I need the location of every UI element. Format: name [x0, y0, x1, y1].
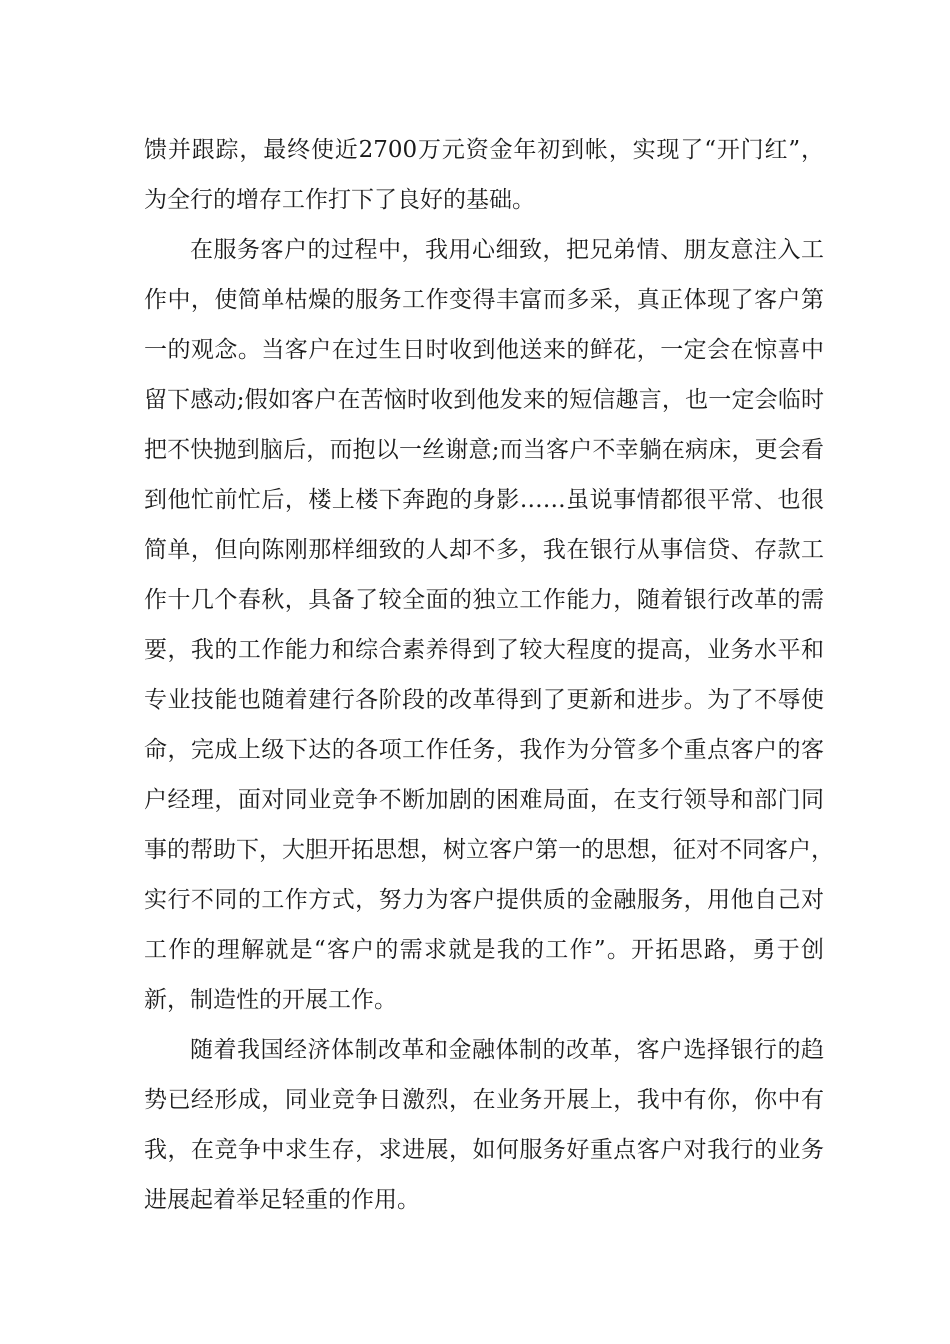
- document-body: [144, 125, 834, 1225]
- paragraph-2-line-5: 把不快抛到脑后，而抱以一丝谢意;而当客户不幸躺在病床，更会看: [144, 437, 824, 463]
- paragraph-3-line-2: 势已经形成，同业竞争日激烈，在业务开展上，我中有你，你中有: [144, 1087, 824, 1113]
- paragraph-2-line-14: 实行不同的工作方式，努力为客户提供质的金融服务，用他自己对: [144, 887, 824, 913]
- paragraph-3-line-1: 随着我国经济体制改革和金融体制的改革，客户选择银行的趋: [190, 1037, 824, 1063]
- paragraph-3-line-3: 我，在竞争中求生存，求进展，如何服务好重点客户对我行的业务: [144, 1137, 824, 1163]
- paragraph-2-line-4: 留下感动;假如客户在苦恼时收到他发来的短信趣言，也一定会临时: [144, 387, 824, 413]
- paragraph-2-line-10: 专业技能也随着建行各阶段的改革得到了更新和进步。为了不辱使: [144, 687, 824, 713]
- paragraph-2-line-9: 要，我的工作能力和综合素养得到了较大程度的提高，业务水平和: [144, 637, 824, 663]
- paragraph-2-line-11: 命，完成上级下达的各项工作任务，我作为分管多个重点客户的客: [144, 737, 824, 763]
- paragraph-2-line-13: 事的帮助下，大胆开拓思想，树立客户第一的思想，征对不同客户，: [144, 837, 834, 863]
- paragraph-2-line-16: 新，制造性的开展工作。: [144, 987, 397, 1013]
- paragraph-2-line-7: 简单，但向陈刚那样细致的人却不多，我在银行从事信贷、存款工: [144, 537, 824, 563]
- paragraph-1-line-2: 为全行的增存工作打下了良好的基础。: [144, 187, 535, 213]
- paragraph-2-line-2: 作中，使简单枯燥的服务工作变得丰富而多采，真正体现了客户第: [144, 287, 824, 313]
- paragraph-2-line-6: 到他忙前忙后，楼上楼下奔跑的身影……虽说事情都很平常、也很: [144, 487, 824, 513]
- paragraph-2-line-1: 在服务客户的过程中，我用心细致，把兄弟情、朋友意注入工: [190, 237, 824, 263]
- paragraph-3-line-4: 进展起着举足轻重的作用。: [144, 1187, 420, 1213]
- paragraph-1-line-1: 馈并跟踪，最终使近2700万元资金年初到帐，实现了“开门红”，: [144, 137, 824, 163]
- paragraph-2-line-15: 工作的理解就是“客户的需求就是我的工作”。开拓思路，勇于创: [144, 937, 824, 963]
- paragraph-2-line-8: 作十几个春秋，具备了较全面的独立工作能力，随着银行改革的需: [144, 587, 824, 613]
- paragraph-2-line-3: 一的观念。当客户在过生日时收到他送来的鲜花，一定会在惊喜中: [144, 337, 824, 363]
- paragraph-2-line-12: 户经理，面对同业竞争不断加剧的困难局面，在支行领导和部门同: [144, 787, 824, 813]
